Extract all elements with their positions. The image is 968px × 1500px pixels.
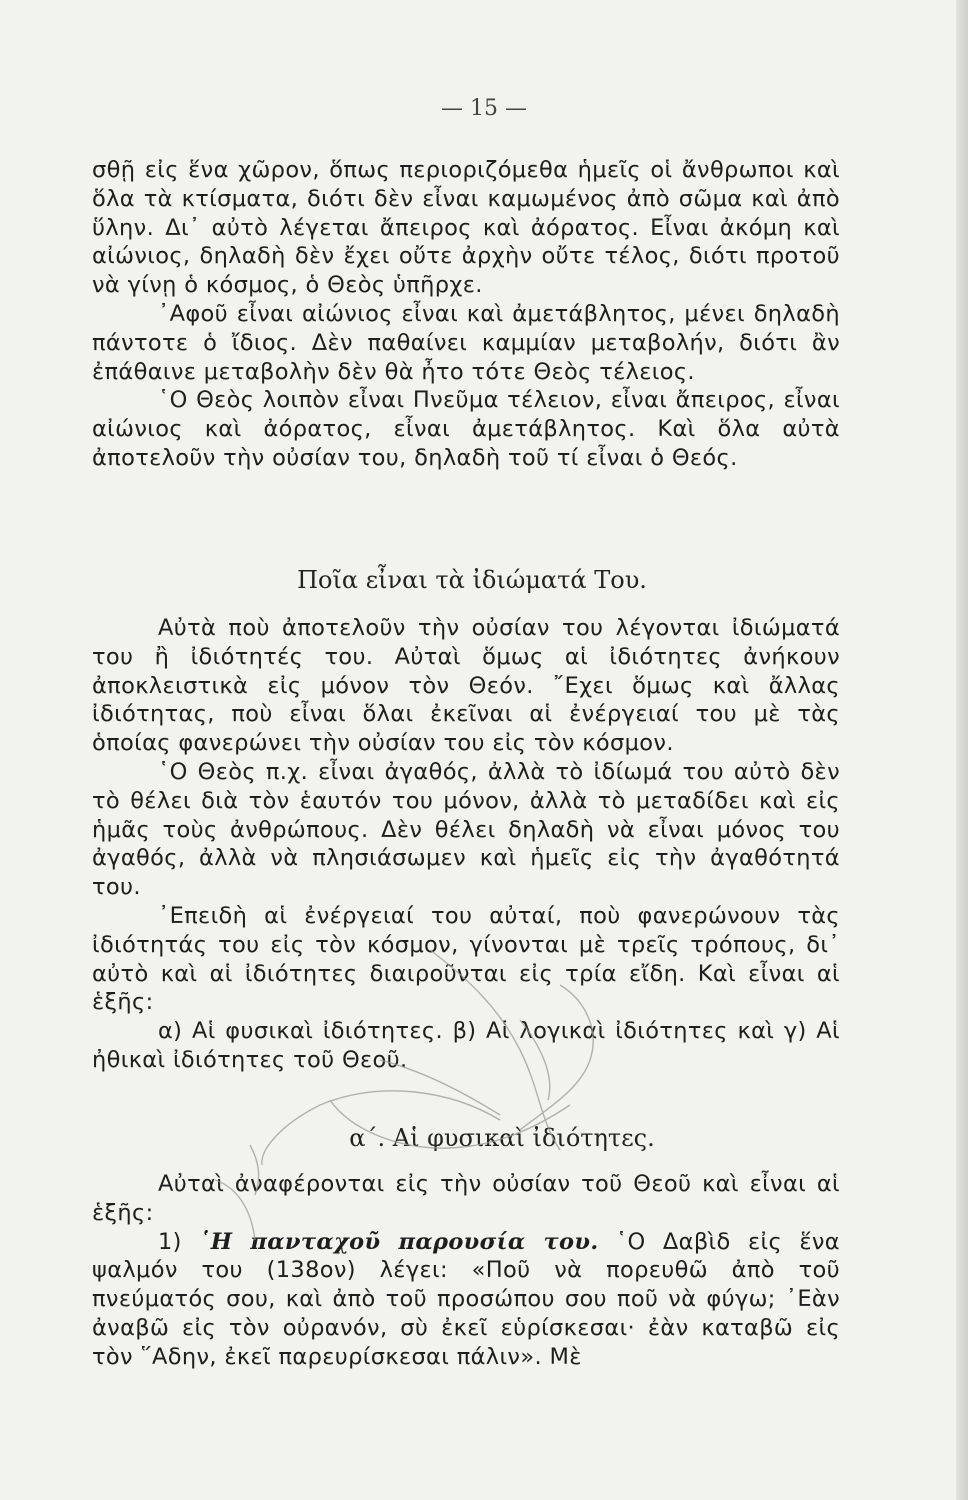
paragraph: ᾿Επειδὴ αἱ ἐνέργειαί του αὐταί, ποὺ φανερώνουν τὰς ἰδιότητάς του εἰς τὸν κόσμον, γίνονται μὲ τρεῖς τρόπους, δι᾿ αὐτὸ καὶ αἱ ἰδιότητες διαιροῦνται εἰς τρία εἴδη. Καὶ εἶναι αἱ ἑξῆς: (92, 902, 840, 1016)
scan-shadow-edge (956, 0, 968, 1500)
list-item-omnipresence (92, 1228, 840, 1372)
text-section-2 (92, 614, 840, 1075)
paragraph: ῾Ο Θεὸς π.χ. εἶναι ἀγαθός, ἀλλὰ τὸ ἰδίωμά του αὐτὸ δὲν τὸ θέλει διὰ τὸν ἑαυτόν του μόνον, ἀλλὰ τὸ μεταδίδει καὶ εἰς ἡμᾶς τοὺς ἀνθρώπους. Δὲν θέλει δηλαδὴ νὰ εἶναι μόνος του ἀγαθός, ἀλλὰ νὰ πλησιάσωμεν καὶ ἡμεῖς εἰς τὴν ἀγαθότητά του. (92, 758, 840, 901)
section-heading-attributes: Ποῖα εἶναι τὰ ἰδιώματά Του. (297, 566, 647, 594)
item-title: ῾Η πανταχοῦ παρουσία του. (199, 1228, 599, 1255)
item-text: ῾Ο Δαβὶδ εἰς ἕνα ψαλμόν του (138ον) λέγει: «Ποῦ νὰ πορευθῶ ἀπὸ τοῦ πνεύματός σου, καὶ ἀπὸ τοῦ προσώπου σου ποῦ νὰ φύγω; ᾿Εὰν ἀναβῶ εἰς τὸν οὐρανόν, σὺ ἐκεῖ εὑρίσκεσαι· ἐὰν καταβῶ εἰς τὸν ῞Αδην, ἐκεῖ παρευρίσκεσαι πάλιν». Μὲ (92, 1228, 840, 1370)
paragraph: Αὐταὶ ἀναφέρονται εἰς τὴν οὐσίαν τοῦ Θεοῦ καὶ εἶναι αἱ ἑξῆς: (92, 1171, 840, 1226)
paragraph: ῾Ο Θεὸς λοιπὸν εἶναι Πνεῦμα τέλειον, εἶναι ἄπειρος, εἶναι αἰώνιος καὶ ἀόρατος, εἶναι ἀμετάβλητος. Καὶ ὅλα αὐτὰ ἀποτελοῦν τὴν οὐσίαν του, δηλαδὴ τοῦ τί εἶναι ὁ Θεός. (92, 387, 840, 471)
text-section-1 (92, 156, 840, 473)
text-section-3 (92, 1170, 840, 1372)
paragraph: σθῇ εἰς ἕνα χῶρον, ὅπως περιοριζόμεθα ἡμεῖς οἱ ἄνθρωποι καὶ ὅλα τὰ κτίσματα, διότι δὲν εἶναι καμωμένος ἀπὸ σῶμα καὶ ἀπὸ ὕλην. Δι᾿ αὐτὸ λέγεται ἄπειρος καὶ ἀόρατος. Εἶναι ἀκόμη καὶ αἰώνιος, δηλαδὴ δὲν ἔχει οὔτε ἀρχὴν οὔτε τέλος, διότι προτοῦ νὰ γίνῃ ὁ κόσμος, ὁ Θεὸς ὑπῆρχε. (92, 157, 840, 299)
paragraph: ᾿Αφοῦ εἶναι αἰώνιος εἶναι καὶ ἀμετάβλητος, μένει δηλαδὴ πάντοτε ὁ ἴδιος. Δὲν παθαίνει καμμίαν μεταβολήν, διότι ἂν ἐπάθαινε μεταβολὴν δὲν θὰ ἦτο τότε Θεὸς τέλειος. (92, 300, 840, 385)
paragraph: α) Αἱ φυσικαὶ ἰδιότητες. β) Αἱ λογικαὶ ἰδιότητες καὶ γ) Αἱ ἠθικαὶ ἰδιότητες τοῦ Θεοῦ. (92, 1018, 840, 1073)
section-heading-natural-attributes: α΄. Αἱ φυσικαὶ ἰδιότητες. (349, 1124, 655, 1152)
page-number: — 15 — (441, 96, 527, 121)
item-number: 1) (158, 1228, 182, 1255)
paragraph: Αὐτὰ ποὺ ἀποτελοῦν τὴν οὐσίαν του λέγονται ἰδιώματά του ἢ ἰδιότητές του. Αὐταὶ ὅμως αἱ ἰδιότητες ἀνήκουν ἀποκλειστικὰ εἰς μόνον τὸν Θεόν. ῎Εχει ὅμως καὶ ἄλλας ἰδιότητας, ποὺ εἶναι ὅλαι ἐκεῖναι αἱ ἐνέργειαί του μὲ τὰς ὁποίας φανερώνει τὴν οὐσίαν του εἰς τὸν κόσμον. (92, 615, 840, 757)
